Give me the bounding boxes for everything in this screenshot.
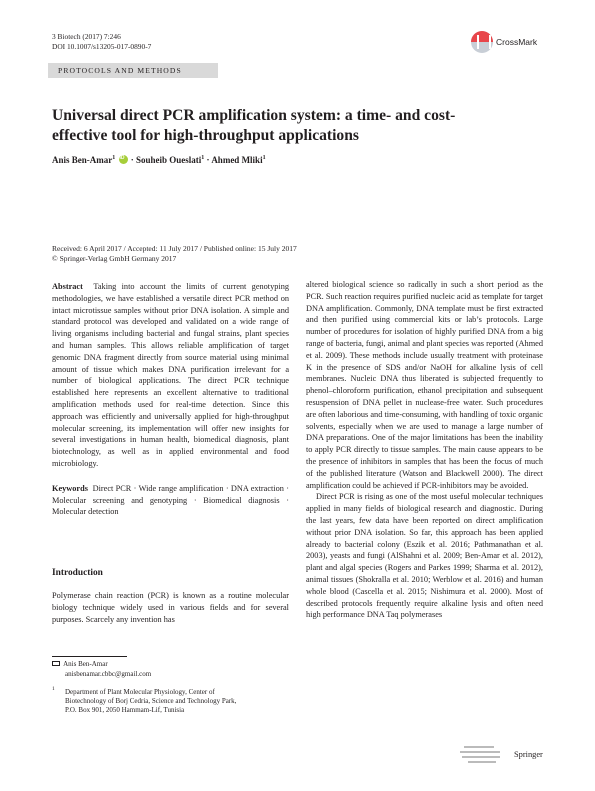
section-label-bar	[48, 63, 218, 78]
author-affiliation-mark: 1	[112, 155, 116, 161]
publisher-logo	[458, 742, 543, 766]
article-title: Universal direct PCR amplification system: a time- and cost-effective tool for high-throughput applications	[52, 107, 456, 144]
contact-footnote	[52, 660, 108, 669]
footnote-divider	[52, 656, 127, 657]
author-affiliation-mark: 1	[201, 155, 205, 161]
affiliation-number: 1	[52, 686, 55, 692]
springer-horse-icon	[458, 742, 510, 766]
author-list: Anis Ben-Amar$^1$ iD · Souheib Oueslati$^1$ · Ahmed Mliki$^1$	[52, 155, 266, 165]
author-name[interactable]: Souheib Oueslati	[136, 155, 202, 165]
left-column	[52, 281, 289, 518]
keywords	[52, 483, 289, 518]
author-affiliation-mark: 1	[262, 155, 266, 161]
keywords-label: Keywords	[52, 483, 88, 493]
doi[interactable]: DOI 10.1007/s13205-017-0890-7	[52, 42, 152, 51]
abstract-label: Abstract	[52, 282, 83, 291]
abstract-text: Taking into account the limits of current genotyping methodologies, we have established a versatile direct PCR method on intact microtissue samples without prior DNA isolation. A simple and standard protocol was developed and validated on a wide range of living organisms including bacterial and fungal strains, plant species and human samples. This allows reliable amplification of target genomic DNA fragment directly from source material using minimal amount of tissue which makes DNA purification irrelevant for a number of biological applications. The direct PCR technique established here represents an excellent alternative to traditional amplification methods used for real-time detection. Since this approach was efficiently and universally applied for high-throughput molecular screening, its implementation will offer new insights for several investigations in human health, biomedical diagnosis, plant biotechnology, as well as in applied environmental and food microbiology.	[52, 282, 290, 468]
author-name[interactable]: Ahmed Mliki	[211, 155, 263, 165]
crossmark-icon	[471, 31, 493, 53]
introduction-heading: Introduction	[52, 568, 103, 578]
right-column	[306, 279, 543, 621]
crossmark-label: CrossMark	[496, 37, 538, 47]
history-dates: Received: 6 April 2017 / Accepted: 11 July 2017 / Published online: 15 July 2017	[52, 244, 297, 253]
affiliation-line-2: Biotechnology of Borj Cedria, Science and Technology Park,	[65, 697, 237, 705]
keywords-text: Direct PCR · Wide range amplification · DNA extraction · Molecular screening and genotyping · Biomedical diagnosis · Molecular detection	[52, 483, 289, 517]
author-name[interactable]: Anis Ben-Amar	[52, 155, 113, 165]
body-paragraph-1: altered biological science so radically in such a short period as the PCR. Such reaction requires purified nucleic acid as template for target DNA amplification. Commonly, DNA template must be first extracted and then purified using commercial kits or lab’s protocols. Large number of procedures for isolation of highly purified DNA from a big range of bacteria, fungi, animal and plant species was reported (Ahmed et al. 2009). These methods include usually treatment with proteinase K in the presence of SDS and/or NaOH for alkaline lysis of cell membranes. Nucleic DNA thus liberated is subjected frequently to phenol–chloroform purification, ethanol precipitation and subsequent resuspension of DNA pellet in nuclease-free water. Such procedures are often laborious and time-consuming, with handling of toxic organic solvents, especially when we are used to manage a large number of DNA preparations. One of the major limitations has been the inability to apply PCR directly to tissue samples. The main cause appears to be the presence of inhibitors in samples that has been the focus of much of the published literature (Watson and Blackwell 2000). The direct amplification could be achieved if PCR-inhibitors may be avoided.	[306, 280, 543, 490]
introduction-paragraph	[52, 590, 289, 625]
body-paragraph-2: Direct PCR is rising as one of the most useful molecular techniques applied in many fields of biological research and diagnostic. During the last years, few data have been reported on direct amplification without prior DNA isolation. So far, this approach has been applied already to bacterial colony (Eszik et al. 2016; Pathmanathan et al. 2003), yeasts and fungi (AlShahni et al. 2009; Ben-Amar et al. 2012), plant and algal species (Rogers and Parkes 1999; Sharma et al. 2012), animal tissues (Shokralla et al. 2010; Werblow et al. 2016) and human whole blood (Cascella et al. 2015; Nishimura et al. 2000). Most of described protocols frequently require alkaline lysis and often need high performance DNA Taq polymerases	[306, 492, 543, 620]
journal-citation: 3 Biotech (2017) 7:246	[52, 32, 121, 41]
envelope-icon	[52, 661, 60, 666]
contact-email[interactable]: anisbenamar.cbbc@gmail.com	[65, 670, 152, 678]
orcid-icon[interactable]	[119, 155, 128, 164]
crossmark-badge[interactable]	[471, 27, 561, 57]
affiliation-line-3: P.O. Box 901, 2050 Hammam-Lif, Tunisia	[65, 706, 185, 714]
publisher-name: Springer	[514, 749, 543, 759]
contact-name: Anis Ben-Amar	[63, 660, 108, 668]
copyright-line: © Springer-Verlag GmbH Germany 2017	[52, 253, 177, 263]
affiliation-line-1: Department of Plant Molecular Physiology, Center of	[65, 688, 215, 696]
publication-dates	[52, 244, 297, 263]
abstract	[52, 281, 289, 470]
introduction-text: Polymerase chain reaction (PCR) is known as a routine molecular biology technique widely used in various fields and for several purposes. Scarcely any invention has	[52, 591, 289, 624]
section-label: PROTOCOLS AND METHODS	[58, 66, 182, 75]
